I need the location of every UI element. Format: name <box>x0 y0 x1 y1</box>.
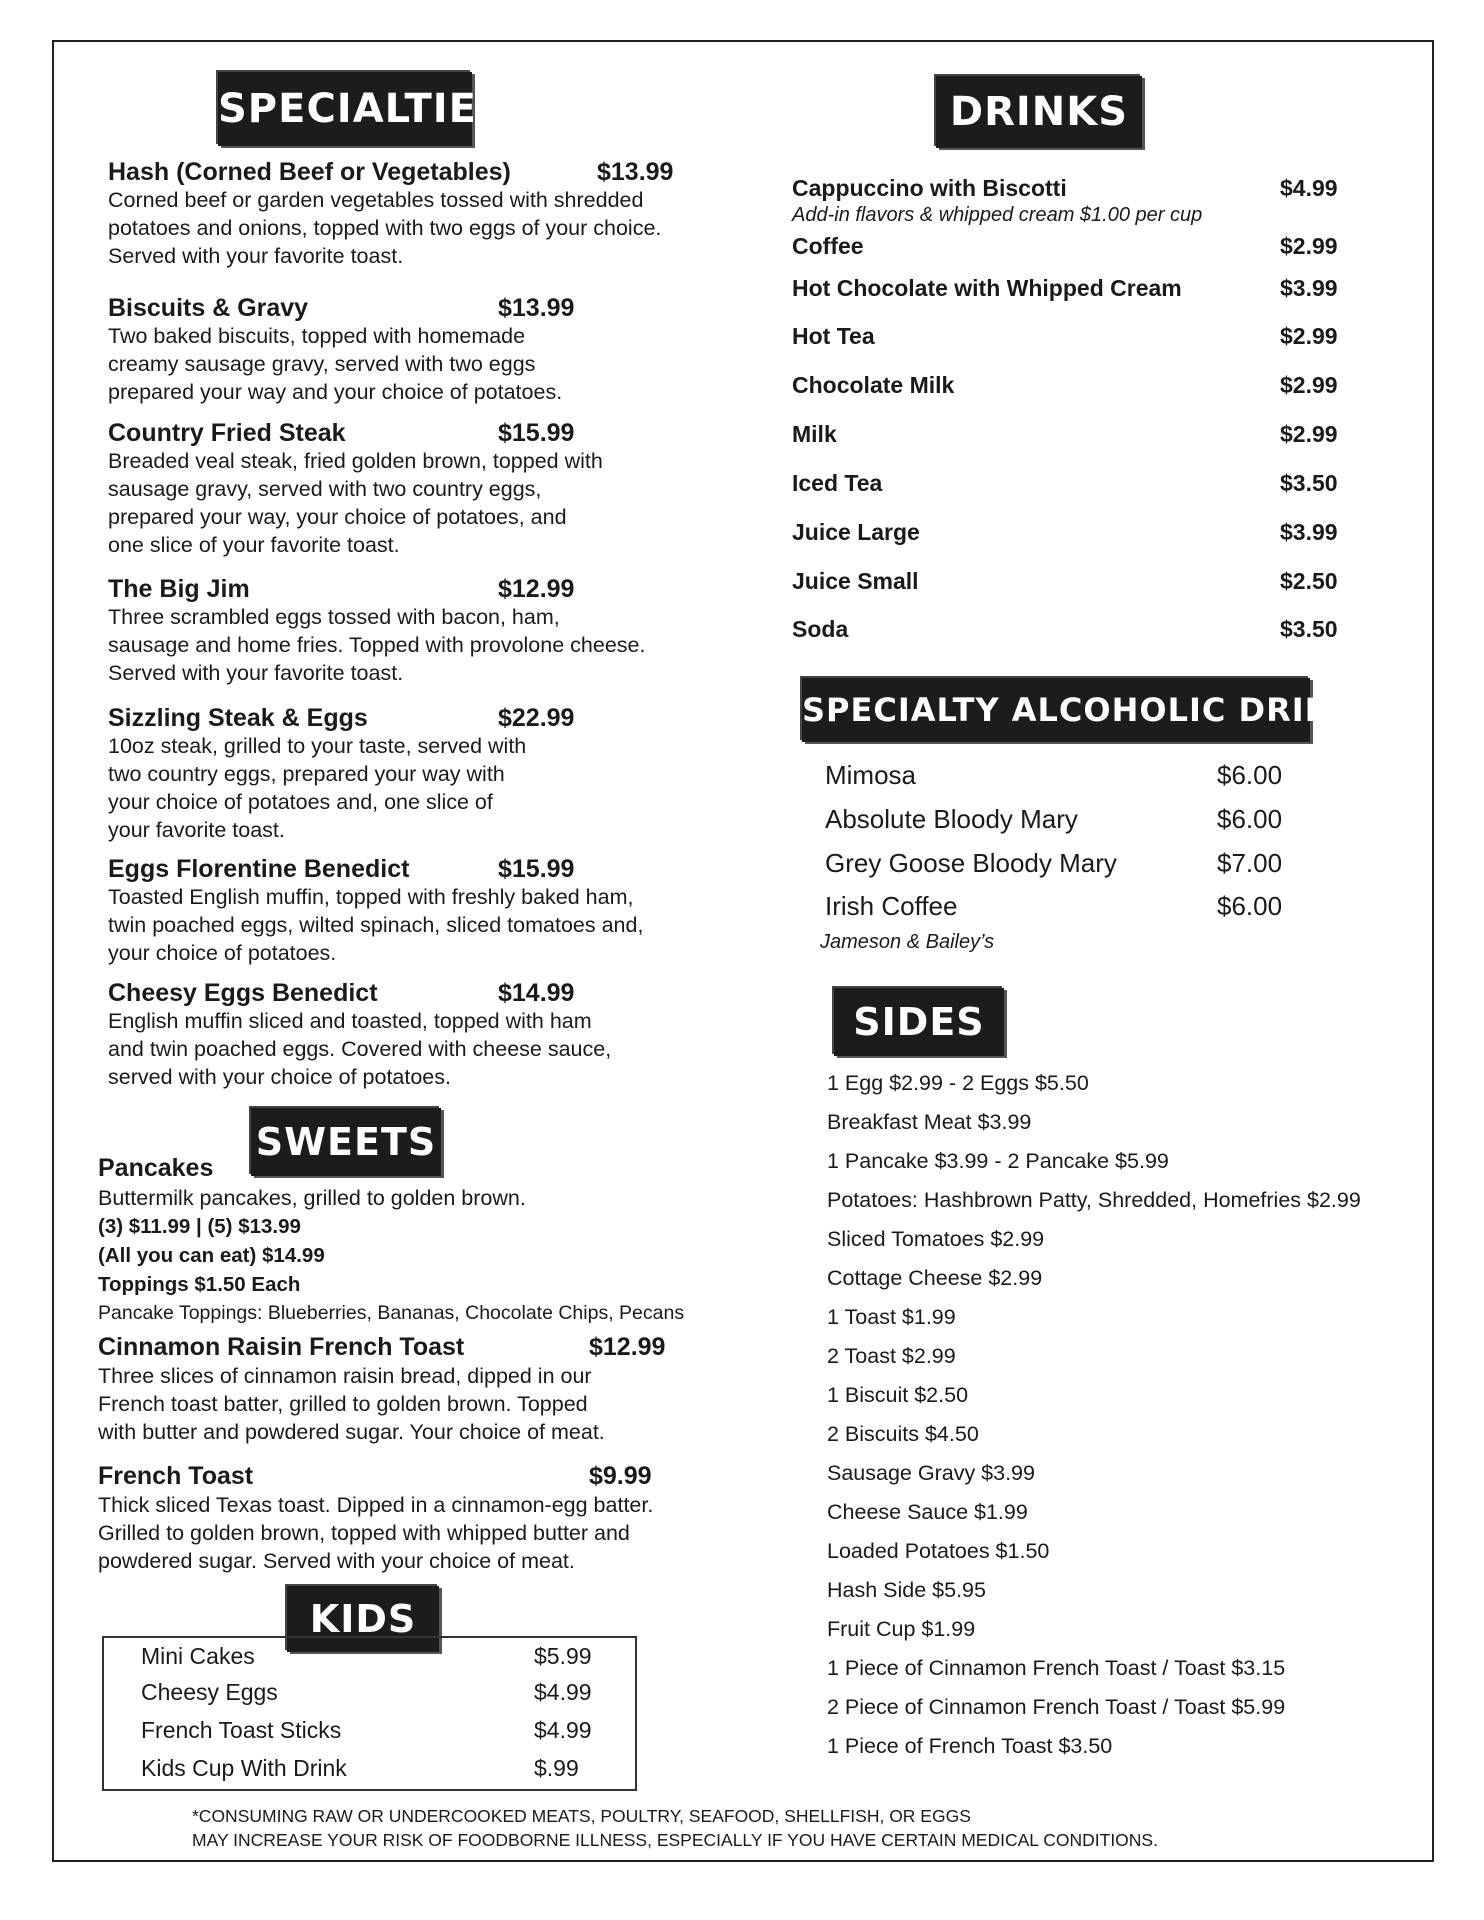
item-price: $13.99 <box>597 158 674 186</box>
item-price: $12.99 <box>498 575 575 603</box>
item-name: Eggs Florentine Benedict <box>108 855 410 883</box>
item-description: 10oz steak, grilled to your taste, served with two country eggs, prepared your way with your choice of potatoes and, one slice of your favorite toast. <box>108 734 527 842</box>
alcoholic-drink-price: $7.00 <box>1217 848 1283 878</box>
toppings-price: Toppings $1.50 Each <box>98 1273 301 1296</box>
alcoholic-drink-price: $6.00 <box>1217 760 1283 790</box>
side-item: 1 Toast $1.99 <box>827 1305 956 1329</box>
kids-item-price: $.99 <box>534 1755 579 1781</box>
drink-price: $2.50 <box>1280 568 1338 594</box>
kids-item-name: French Toast Sticks <box>141 1717 342 1743</box>
drink-price: $3.99 <box>1280 519 1338 545</box>
alcoholic-drink-name: Irish Coffee <box>825 891 958 921</box>
item-price: $13.99 <box>498 294 575 322</box>
drink-price: $2.99 <box>1280 372 1338 398</box>
item-name: Country Fried Steak <box>108 419 346 447</box>
drink-name: Iced Tea <box>792 470 883 496</box>
side-item: 1 Piece of French Toast $3.50 <box>827 1734 1113 1758</box>
item-price: $12.99 <box>589 1333 666 1361</box>
sweets-header: SWEETS <box>251 1108 441 1176</box>
kids-item-price: $5.99 <box>534 1643 592 1669</box>
drink-name: Chocolate Milk <box>792 372 955 398</box>
item-description: Toasted English muffin, topped with freshly baked ham, twin poached eggs, wilted spinach, sliced tomatoes and, your choice of potatoes. <box>108 885 644 965</box>
pancakes-description: Buttermilk pancakes, grilled to golden brown. <box>98 1186 526 1210</box>
drink-price: $2.99 <box>1280 323 1338 349</box>
side-item: Fruit Cup $1.99 <box>827 1617 976 1641</box>
side-item: Hash Side $5.95 <box>827 1578 986 1602</box>
side-item: Sliced Tomatoes $2.99 <box>827 1227 1045 1251</box>
item-name: Sizzling Steak & Eggs <box>108 704 368 732</box>
item-description: English muffin sliced and toasted, topped with ham and twin poached eggs. Covered with cheese sauce, served with your choice of potatoes. <box>108 1009 612 1089</box>
item-name: Cinnamon Raisin French Toast <box>98 1333 465 1361</box>
specialties-header: SPECIALTIES <box>218 72 472 146</box>
item-description: Three scrambled eggs tossed with bacon, ham, sausage and home fries. Topped with provolone cheese. Served with your favorite toast. <box>108 605 646 685</box>
alcoholic-drink-price: $6.00 <box>1217 891 1283 921</box>
item-description: Corned beef or garden vegetables tossed with shredded potatoes and onions, topped with two eggs of your choice. Served with your favorite toast. <box>108 188 662 268</box>
alcoholic-drinks-header: SPECIALTY ALCOHOLIC DRINKS <box>802 678 1310 742</box>
kids-header: KIDS <box>287 1586 439 1652</box>
kids-item-price: $4.99 <box>534 1717 592 1743</box>
kids-item-name: Kids Cup With Drink <box>141 1755 347 1781</box>
item-description: Breaded veal steak, fried golden brown, topped with sausage gravy, served with two country eggs, prepared your way, your choice of potatoes, and one slice of your favorite toast. <box>108 449 603 557</box>
drink-price: $3.99 <box>1280 275 1338 301</box>
item-price: $9.99 <box>589 1462 652 1490</box>
item-price: $22.99 <box>498 704 575 732</box>
item-price: $15.99 <box>498 855 575 883</box>
alcoholic-drink-name: Grey Goose Bloody Mary <box>825 848 1117 878</box>
alcoholic-drink-name: Absolute Bloody Mary <box>825 804 1078 834</box>
side-item: Breakfast Meat $3.99 <box>827 1110 1032 1134</box>
sides-header: SIDES <box>834 988 1004 1056</box>
irish-coffee-note: Jameson & Bailey’s <box>820 931 995 953</box>
side-item: 2 Biscuits $4.50 <box>827 1422 979 1446</box>
drink-price: $3.50 <box>1280 616 1338 642</box>
drink-name: Hot Chocolate with Whipped Cream <box>792 275 1182 301</box>
drink-price: $2.99 <box>1280 421 1338 447</box>
item-name: Hash (Corned Beef or Vegetables) <box>108 158 511 186</box>
side-item: 1 Pancake $3.99 - 2 Pancake $5.99 <box>827 1149 1169 1173</box>
side-item: Sausage Gravy $3.99 <box>827 1461 1035 1485</box>
pancakes-price-small: (3) $11.99 | (5) $13.99 <box>98 1215 301 1238</box>
item-description: Three slices of cinnamon raisin bread, dipped in our French toast batter, grilled to golden brown. Topped with butter and powdered sugar. Your choice of meat. <box>98 1364 605 1444</box>
item-name: French Toast <box>98 1462 254 1490</box>
drink-name: Coffee <box>792 233 864 259</box>
side-item: 2 Toast $2.99 <box>827 1344 956 1368</box>
side-item: Loaded Potatoes $1.50 <box>827 1539 1050 1563</box>
drink-name: Milk <box>792 421 837 447</box>
drink-price: $2.99 <box>1280 233 1338 259</box>
item-price: $15.99 <box>498 419 575 447</box>
side-item: Cheese Sauce $1.99 <box>827 1500 1028 1524</box>
side-item: 1 Egg $2.99 - 2 Eggs $5.50 <box>827 1071 1089 1095</box>
side-item: 1 Piece of Cinnamon French Toast / Toast $3.15 <box>827 1656 1286 1680</box>
side-item: Cottage Cheese $2.99 <box>827 1266 1043 1290</box>
drink-name: Hot Tea <box>792 323 875 349</box>
item-name: The Big Jim <box>108 575 250 603</box>
drink-name: Juice Large <box>792 519 920 545</box>
drink-name: Cappuccino with Biscotti <box>792 175 1067 201</box>
disclaimer-line-1: *CONSUMING RAW OR UNDERCOOKED MEATS, POULTRY, SEAFOOD, SHELLFISH, OR EGGS <box>192 1806 971 1826</box>
drinks-header: DRINKS <box>936 76 1142 148</box>
alcoholic-drink-price: $6.00 <box>1217 804 1283 834</box>
kids-item-name: Mini Cakes <box>141 1643 255 1669</box>
side-item: 1 Biscuit $2.50 <box>827 1383 969 1407</box>
item-name: Biscuits & Gravy <box>108 294 309 322</box>
toppings-list: Pancake Toppings: Blueberries, Bananas, Chocolate Chips, Pecans <box>98 1302 685 1324</box>
item-name: Cheesy Eggs Benedict <box>108 979 378 1007</box>
drink-name: Juice Small <box>792 568 919 594</box>
side-item: 2 Piece of Cinnamon French Toast / Toast $5.99 <box>827 1695 1286 1719</box>
kids-item-price: $4.99 <box>534 1679 592 1705</box>
item-description: Thick sliced Texas toast. Dipped in a cinnamon-egg batter. Grilled to golden brown, topped with whipped butter and powdered sugar. Served with your choice of meat. <box>98 1493 654 1573</box>
pancakes-name: Pancakes <box>98 1154 214 1182</box>
drink-price: $4.99 <box>1280 175 1338 201</box>
kids-item-name: Cheesy Eggs <box>141 1679 278 1705</box>
drink-name: Soda <box>792 616 849 642</box>
side-item: Potatoes: Hashbrown Patty, Shredded, Homefries $2.99 <box>827 1188 1361 1212</box>
disclaimer-line-2: MAY INCREASE YOUR RISK OF FOODBORNE ILLNESS, ESPECIALLY IF YOU HAVE CERTAIN MEDICAL CONDITIONS. <box>192 1830 1158 1850</box>
cappuccino-note: Add-in flavors & whipped cream $1.00 per cup <box>792 204 1203 226</box>
pancakes-price-unlimited: (All you can eat) $14.99 <box>98 1244 325 1267</box>
alcoholic-drink-name: Mimosa <box>825 760 917 790</box>
item-description: Two baked biscuits, topped with homemade creamy sausage gravy, served with two eggs prepared your way and your choice of potatoes. <box>108 324 563 404</box>
drink-price: $3.50 <box>1280 470 1338 496</box>
item-price: $14.99 <box>498 979 575 1007</box>
